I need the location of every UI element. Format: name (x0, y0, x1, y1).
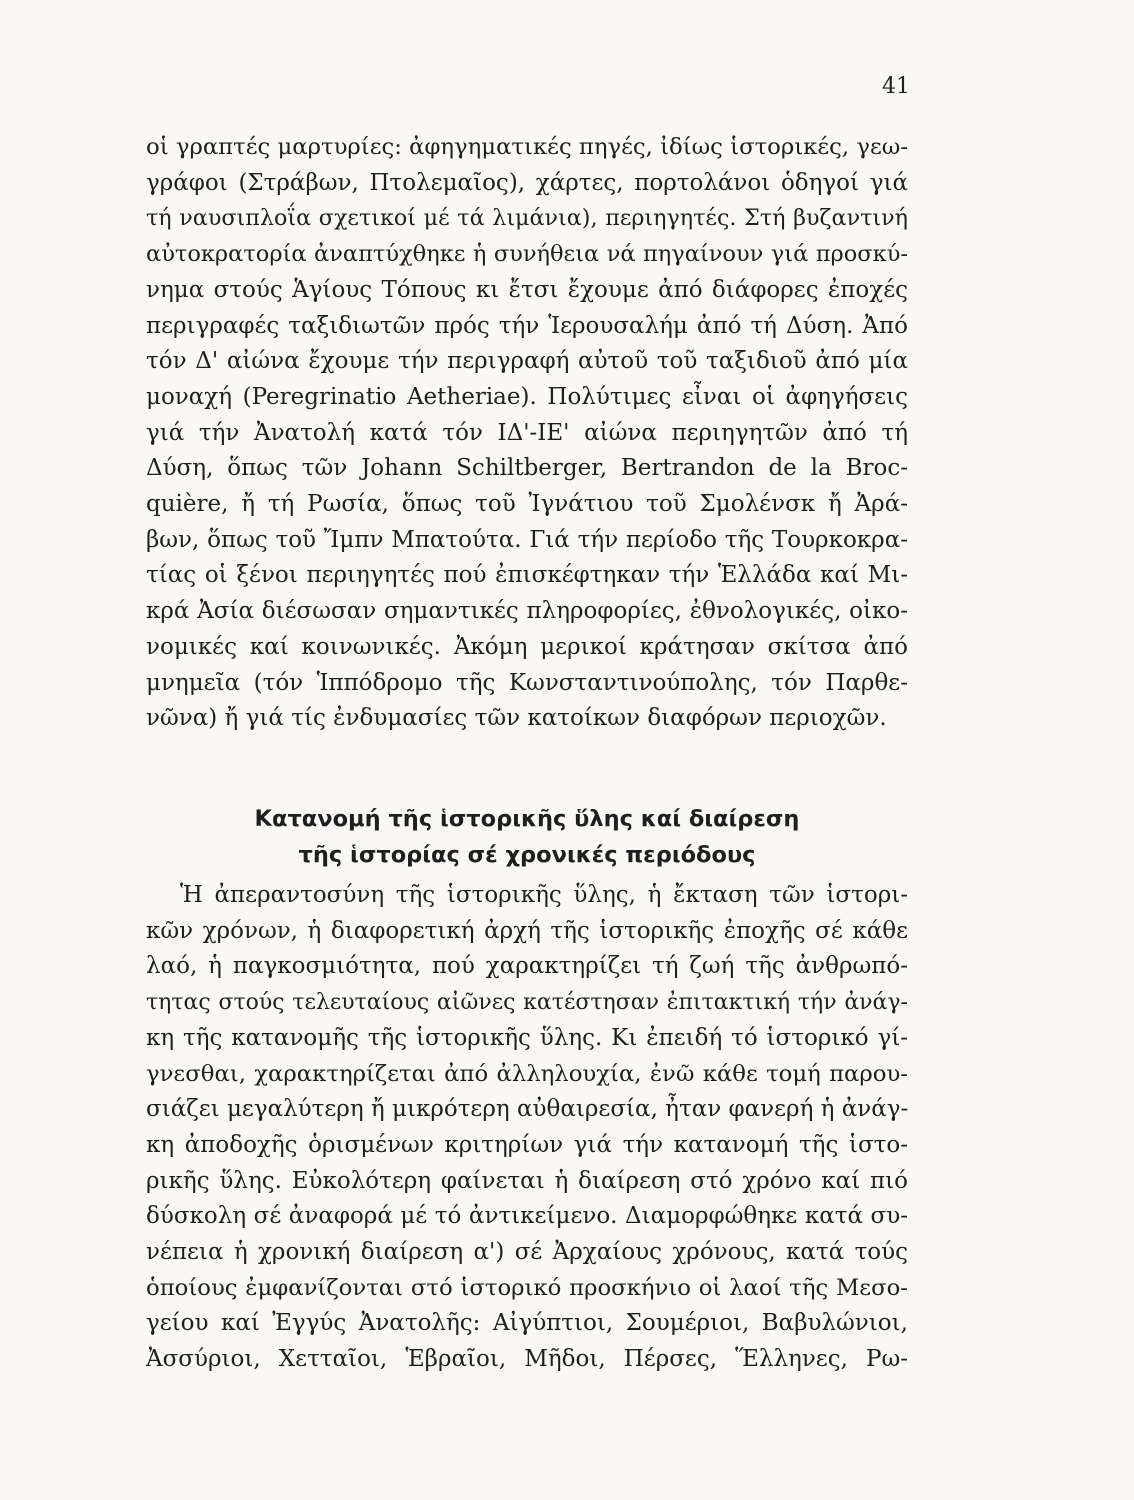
text-line: κρά Ἀσία διέσωσαν σημαντικές πληροφορίες, ἐθνολογικές, οἰκο- (146, 598, 908, 625)
paragraph-2 (146, 878, 908, 1378)
text-line: δύσκολη σέ ἀναφορά μέ τό ἀντικείμενο. Διαμορφώθηκε κατά συ- (146, 1203, 908, 1230)
text-line: μοναχή (Peregrinatio Aetheriae). Πολύτιμες εἶναι οἱ ἀφηγήσεις (146, 383, 908, 410)
text-line: νημα στούς Ἁγίους Τόπους κι ἔτσι ἔχουμε ἀπό διάφορες ἐποχές (146, 276, 908, 303)
text-line: Δύση, ὅπως τῶν Johann Schiltberger, Bertrandon de la Broc- (146, 455, 908, 482)
text-line: τίας οἱ ξένοι περιηγητές πού ἐπισκέφτηκαν τήν Ἑλλάδα καί Μι- (146, 562, 908, 589)
text-line: τητας στούς τελευταίους αἰῶνες κατέστησαν ἐπιτακτική τήν ἀνάγ- (146, 990, 908, 1016)
text-line: μνημεῖα (τόν Ἱππόδρομο τῆς Κωνσταντινούπολης, τόν Παρθε- (146, 669, 908, 696)
text-line: γνεσθαι, χαρακτηρίζεται ἀπό ἀλληλουχία, ἐνῶ κάθε τομή παρου- (146, 1060, 908, 1087)
text-line: γιά τήν Ἀνατολή κατά τόν ΙΔ'-ΙΕ' αἰώνα περιηγητῶν ἀπό τή (146, 419, 908, 446)
text-line: τή ναυσιπλοΐα σχετικοί μέ τά λιμάνια), περιηγητές. Στή βυζαντινή (146, 205, 908, 232)
text-line: τόν Δ' αἰώνα ἔχουμε τήν περιγραφή αὐτοῦ τοῦ ταξιδιοῦ ἀπό μία (146, 348, 908, 375)
text-line: νῶνα) ἤ γιά τίς ἐνδυμασίες τῶν κατοίκων διαφόρων περιοχῶν. (146, 705, 887, 732)
text-line: γείου καί Ἐγγύς Ἀνατολῆς: Αἰγύπτιοι, Σουμέριοι, Βαβυλώνιοι, (146, 1310, 908, 1337)
text-line: quière, ἤ τή Ρωσία, ὅπως τοῦ Ἰγνάτιου τοῦ Σμολένσκ ἤ Ἀρά- (146, 491, 908, 518)
text-line: σιάζει μεγαλύτερη ἤ μικρότερη αὐθαιρεσία, ἦταν φανερή ἡ ἀνάγ- (146, 1096, 909, 1123)
page-number: 41 (882, 74, 910, 99)
text-line: νέπεια ἡ χρονική διαίρεση α') σέ Ἀρχαίους χρόνους, κατά τούς (146, 1239, 908, 1266)
text-line: γράφοι (Στράβων, Πτολεμαῖος), χάρτες, πορτολάνοι ὁδηγοί γιά (146, 169, 908, 196)
text-line: κη τῆς κατανομῆς τῆς ἱστορικῆς ὕλης. Κι ἐπειδή τό ἱστορικό γί- (146, 1024, 908, 1051)
section-heading-line-2: τῆς ἱστορίας σέ χρονικές περιόδους (298, 842, 756, 868)
text-line: κῶν χρόνων, ἡ διαφορετική ἀρχή τῆς ἱστορικῆς ἐποχῆς σέ κάθε (146, 917, 908, 944)
text-line: οἱ γραπτές μαρτυρίες: ἀφηγηματικές πηγές, ἰδίως ἱστορικές, γεω- (146, 134, 909, 160)
paragraph-1 (146, 130, 908, 737)
text-line: Ἡ ἀπεραντοσύνη τῆς ἱστορικῆς ὕλης, ἡ ἔκταση τῶν ἱστορι- (180, 882, 908, 908)
section-heading (146, 801, 908, 873)
text-line: βων, ὅπως τοῦ Ἴμπν Μπατούτα. Γιά τήν περίοδο τῆς Τουρκοκρα- (146, 526, 908, 553)
text-line: Ἀσσύριοι, Χετταῖοι, Ἑβραῖοι, Μῆδοι, Πέρσες, Ἕλληνες, Ρω- (146, 1346, 908, 1373)
text-line: κη ἀποδοχῆς ὁρισμένων κριτηρίων γιά τήν κατανομή τῆς ἱστο- (146, 1131, 908, 1158)
text-line: αὐτοκρατορία ἀναπτύχθηκε ἡ συνήθεια νά πηγαίνουν γιά προσκύ- (146, 241, 908, 268)
text-line: λαό, ἡ παγκοσμιότητα, πού χαρακτηρίζει τή ζωή τῆς ἀνθρωπό- (146, 953, 908, 980)
section-heading-line-1: Κατανομή τῆς ἱστορικῆς ὕλης καί διαίρεση (254, 806, 800, 832)
text-line: ὁποίους ἐμφανίζονται στό ἱστορικό προσκήνιο οἱ λαοί τῆς Μεσο- (146, 1274, 908, 1301)
text-line: ρικῆς ὕλης. Εὐκολότερη φαίνεται ἡ διαίρεση στό χρόνο καί πιό (146, 1167, 908, 1194)
text-line: νομικές καί κοινωνικές. Ἀκόμη μερικοί κράτησαν σκίτσα ἀπό (146, 633, 908, 660)
text-line: περιγραφές ταξιδιωτῶν πρός τήν Ἱερουσαλήμ ἀπό τή Δύση. Ἀπό (146, 312, 908, 339)
